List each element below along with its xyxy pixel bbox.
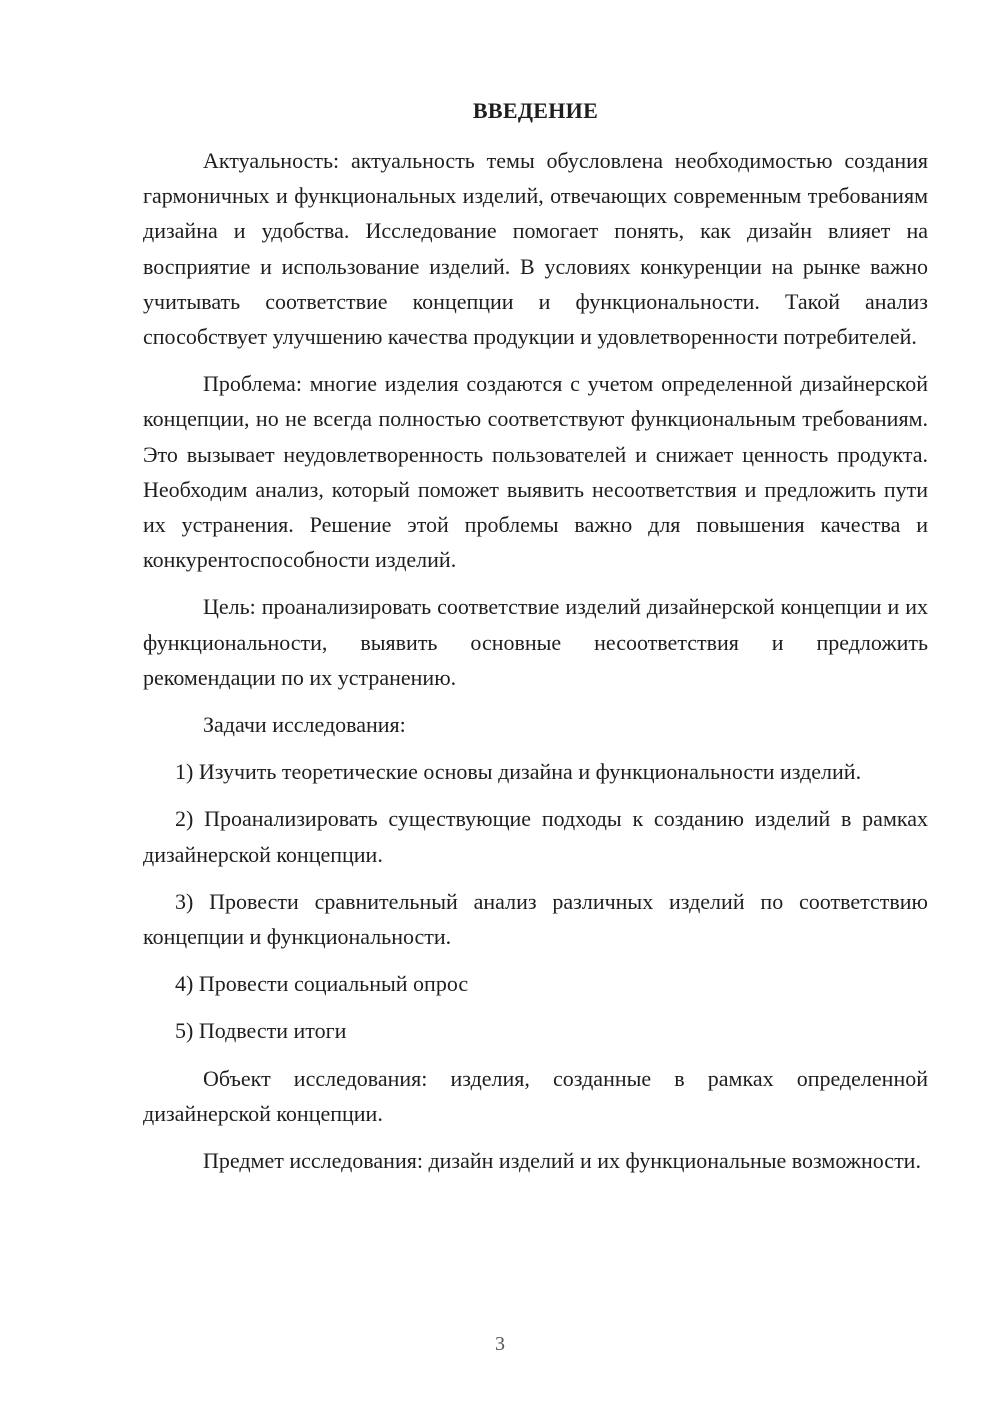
task-item-3: 3) Провести сравнительный анализ различных изделий по соответствию концепции и функциональности. bbox=[143, 888, 928, 950]
task-item-2: 2) Проанализировать существующие подходы к созданию изделий в рамках дизайнерской концепции. bbox=[143, 806, 928, 867]
task-item-5: 5) Подвести итоги bbox=[175, 1018, 347, 1044]
paragraph-goal: Цель: проанализировать соответствие изделий дизайнерской концепции и их функциональности, выявить основные несоответствия и предложить рекомендации по их устранению. bbox=[143, 594, 928, 690]
page-number: 3 bbox=[495, 1333, 505, 1355]
task-item-4: 4) Провести социальный опрос bbox=[175, 971, 469, 997]
paragraph-subject: Предмет исследования: дизайн изделий и их функциональные возможности. bbox=[203, 1148, 921, 1174]
paragraph-relevance: Актуальность: актуальность темы обусловлена необходимостью создания гармоничных и функциональных изделий, отвечающих современным требованиям дизайна и удобства. Исследование помогает понять, как дизайн влияет на восприятие и использование изделий. В условиях конкуренции на рынке важно учитывать соответствие концепции и функциональности. Такой анализ способствует улучшению качества продукции и удовлетворенности потребителей. bbox=[143, 148, 928, 350]
document-page bbox=[143, 96, 928, 1190]
paragraph-tasks-heading: Задачи исследования: bbox=[203, 712, 406, 738]
task-item-1: 1) Изучить теоретические основы дизайна и функциональности изделий. bbox=[175, 759, 862, 785]
paragraph-problem: Проблема: многие изделия создаются с учетом определенной дизайнерской концепции, но не всегда полностью соответствуют функциональным требованиям. Это вызывает неудовлетворенность пользователей и снижает ценность продукта. Необходим анализ, который поможет выявить несоответствия и предложить пути их устранения. Решение этой проблемы важно для повышения качества и конкурентоспособности изделий. bbox=[143, 371, 928, 573]
paragraph-object: Объект исследования: изделия, созданные в рамках определенной дизайнерской концепции. bbox=[143, 1065, 928, 1126]
document-title: ВВЕДЕНИЕ bbox=[472, 98, 599, 123]
